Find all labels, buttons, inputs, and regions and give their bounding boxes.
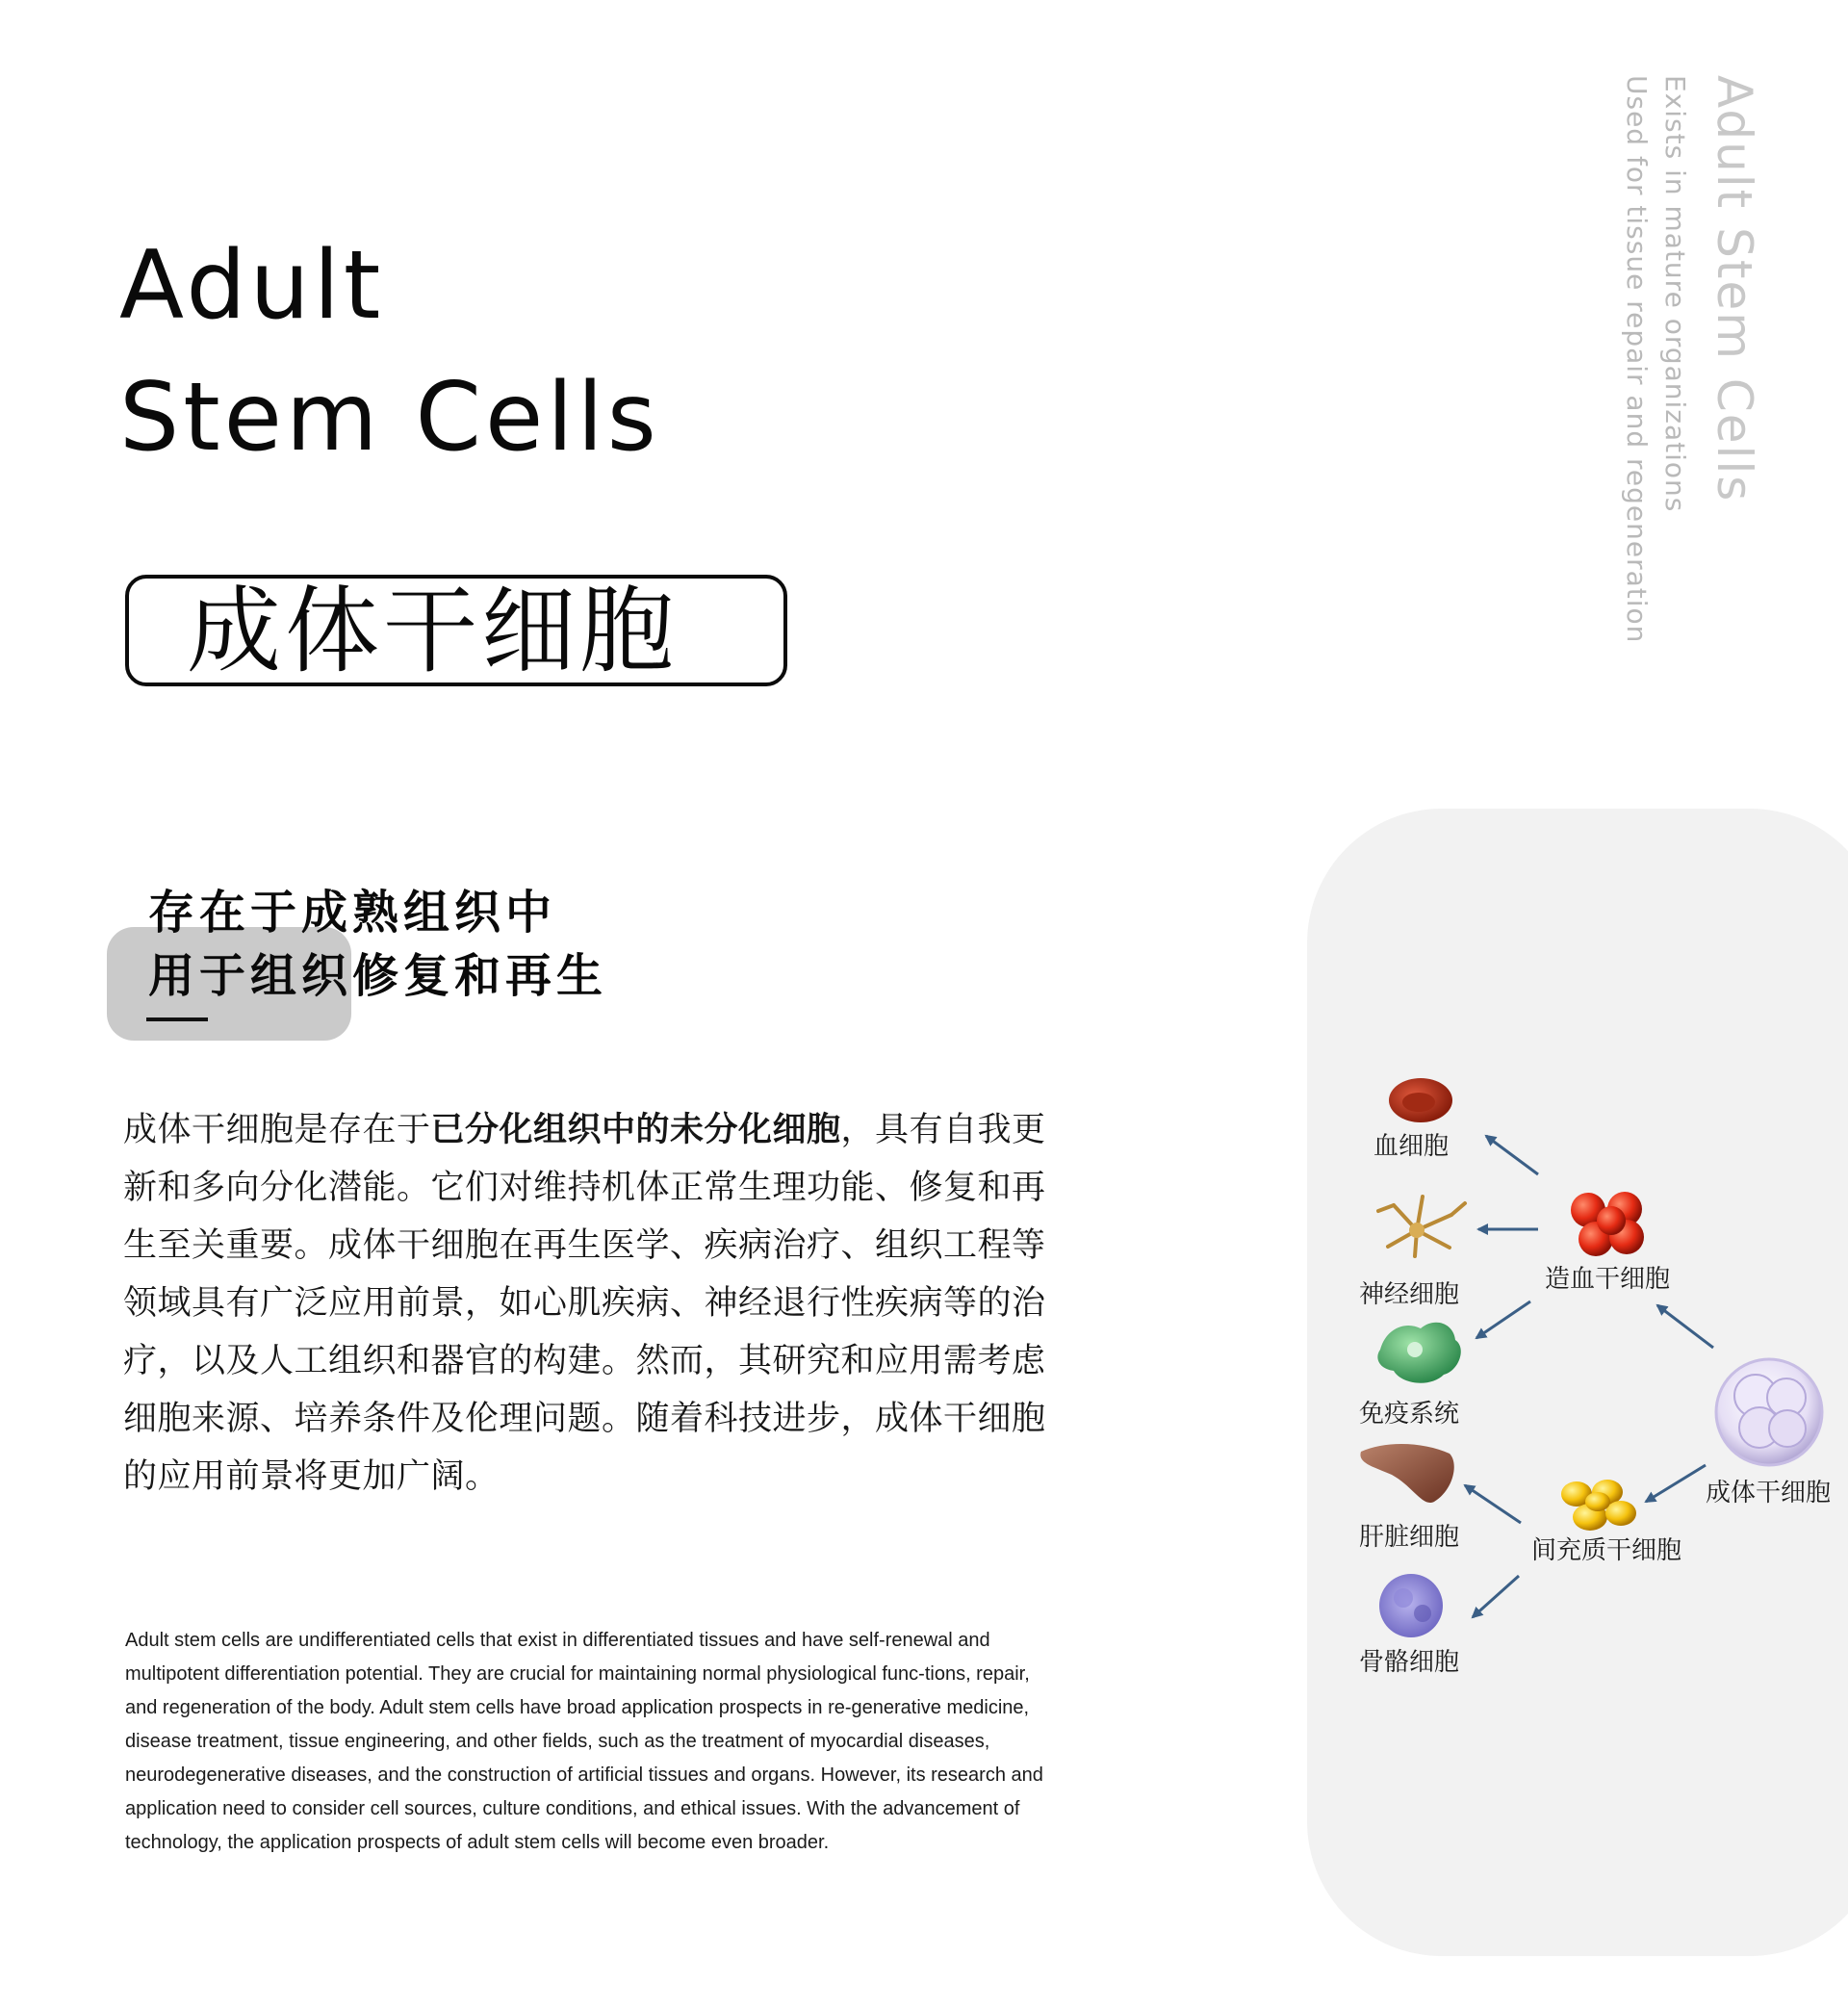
label-nerve-cell: 神经细胞 xyxy=(1359,1280,1460,1309)
tagline-line-1: 存在于成熟组织中 xyxy=(148,886,557,940)
tagline-underline xyxy=(146,1017,208,1021)
label-hematopoietic-stem-cell: 造血干细胞 xyxy=(1545,1265,1671,1294)
paragraph-text-rest: ，具有自我更新和多向分化潜能。它们对维持机体正常生理功能、修复和再生至关重要。成体干细胞在再生医学、疾病治疗、组织工程等领域具有广泛应用前景，如心肌疾病、神经退行性疾病等的治疗，以及人工组织和器官的构建。然而，其研究和应用需考虑细胞来源、培养条件及伦理问题。随着科技进步，成体干细胞的应用前景将更加广阔。 xyxy=(123,1111,1046,1496)
english-paragraph: Adult stem cells are undifferentiated cells that exist in differentiated tissues and have self-renewal and multipotent differentiation potential. They are crucial for maintaining normal physiological func-tions, repair, and regeneration of the body. Adult stem cells have broad application prospects in re-generative medicine, disease treatment, tissue engineering, and other fields, such as the treatment of myocardial diseases, neurodegenerative diseases, and the construction of artificial tissues and organs. However, its research and application need to consider cell sources, culture conditions, and ethical issues. With the advancement of technology, the application prospects of adult stem cells will become even broader. xyxy=(125,1630,1043,1853)
chinese-title: 成体干细胞 xyxy=(187,577,679,686)
diagram-panel xyxy=(1307,809,1848,1956)
tagline-line-2: 用于组织修复和再生 xyxy=(148,949,608,1003)
side-heading: Adult Stem Cells xyxy=(1707,75,1762,503)
chinese-title-box xyxy=(125,575,787,686)
paragraph-text-start: 成体干细胞是存在于 xyxy=(123,1111,431,1149)
title-line-1: Adult xyxy=(119,231,385,341)
label-mesenchymal-stem-cell: 间充质干细胞 xyxy=(1531,1536,1682,1565)
paragraph-bold-phrase: 已分化组织中的未分化细胞 xyxy=(430,1111,841,1149)
chinese-paragraph xyxy=(123,1101,1047,1506)
label-immune-system: 免疫系统 xyxy=(1359,1400,1460,1429)
side-line-1: Exists in mature organizations xyxy=(1659,75,1691,513)
label-bone-cell: 骨骼细胞 xyxy=(1359,1648,1460,1677)
label-adult-stem-cell: 成体干细胞 xyxy=(1706,1479,1832,1507)
title-line-2: Stem Cells xyxy=(119,363,660,473)
side-line-2: Used for tissue repair and regeneration xyxy=(1621,75,1653,644)
label-liver-cell: 肝脏细胞 xyxy=(1359,1523,1460,1552)
label-blood-cell: 血细胞 xyxy=(1373,1132,1450,1161)
